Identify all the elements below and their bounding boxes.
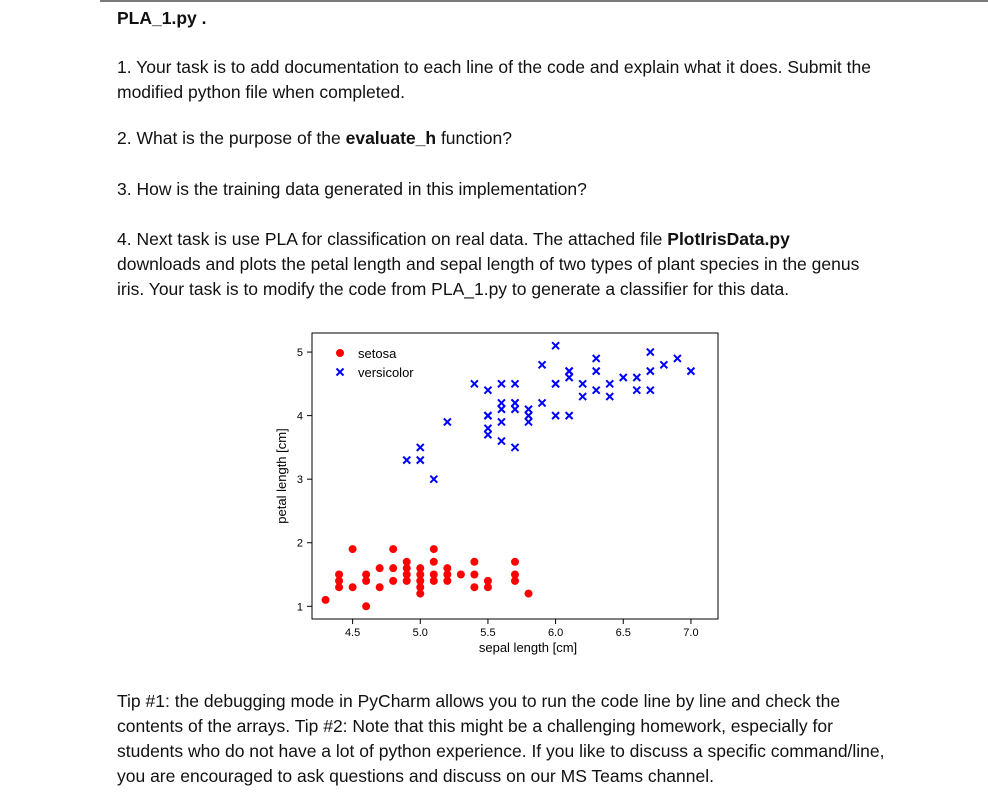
top-rule bbox=[100, 0, 988, 2]
question-3: 3. How is the training data generated in this implementation? bbox=[117, 179, 587, 199]
setosa-point bbox=[389, 577, 397, 585]
setosa-point bbox=[403, 558, 411, 566]
y-tick-label: 2 bbox=[296, 537, 303, 550]
setosa-point bbox=[443, 564, 451, 572]
question-4 bbox=[117, 227, 877, 302]
setosa-point bbox=[511, 577, 519, 585]
x-tick-label: 6.0 bbox=[547, 627, 564, 639]
file-name: PlotIrisData.py bbox=[667, 229, 790, 249]
y-tick-label: 4 bbox=[296, 410, 303, 423]
y-tick-label: 1 bbox=[296, 601, 303, 614]
setosa-point bbox=[389, 564, 397, 572]
function-name: evaluate_h bbox=[345, 128, 437, 148]
setosa-point bbox=[349, 545, 357, 553]
question-4-text: 4. Next task is use PLA for classification on real data. The attached file bbox=[117, 229, 668, 249]
setosa-point bbox=[376, 564, 384, 572]
setosa-point bbox=[349, 583, 357, 591]
setosa-point bbox=[376, 583, 384, 591]
x-tick-label: 6.5 bbox=[615, 627, 631, 639]
setosa-point bbox=[362, 602, 370, 610]
x-tick-label: 7.0 bbox=[683, 627, 699, 639]
setosa-point bbox=[430, 545, 438, 553]
setosa-point bbox=[430, 571, 438, 579]
question-4-tail: downloads and plots the petal length and sepal length of two types of plant species in the genus iris. Your task is to modify the code from PLA_1.py to generate a classifier for this data. bbox=[117, 254, 860, 299]
x-tick-label: 5.5 bbox=[480, 627, 496, 639]
legend-setosa-label: setosa bbox=[358, 346, 397, 361]
x-axis-label: sepal length [cm] bbox=[478, 640, 578, 655]
setosa-point bbox=[430, 558, 438, 566]
legend-versicolor-label: versicolor bbox=[358, 365, 414, 380]
y-axis-label: petal length [cm] bbox=[274, 428, 289, 524]
setosa-point bbox=[457, 571, 465, 579]
x-tick-label: 5.0 bbox=[412, 627, 428, 639]
scatter-chart bbox=[270, 328, 730, 668]
setosa-point bbox=[484, 577, 492, 585]
y-tick-label: 3 bbox=[296, 474, 303, 487]
y-tick-label: 5 bbox=[296, 347, 303, 360]
setosa-point bbox=[416, 564, 424, 572]
question-2 bbox=[117, 126, 917, 151]
document-title: PLA_1.py . bbox=[117, 8, 207, 28]
question-1: 1. Your task is to add documentation to each line of the code and explain what it does. Submit the modified python file when completed. bbox=[117, 57, 871, 102]
setosa-point bbox=[389, 545, 397, 553]
question-2-text: 2. What is the purpose of the bbox=[117, 128, 346, 148]
setosa-point bbox=[525, 590, 533, 598]
tips-paragraph: Tip #1: the debugging mode in PyCharm allows you to run the code line by line and check the contents of the arrays. Tip #2: Note that this might be a challenging homework, especially for students who do not have a lot of python experience. If you like to discuss a specific command/line, you are encouraged to ask questions and discuss on our MS Teams channel. bbox=[117, 691, 885, 786]
question-2-tail: function? bbox=[436, 128, 512, 148]
setosa-point bbox=[470, 583, 478, 591]
legend-setosa-marker bbox=[336, 349, 344, 357]
setosa-point bbox=[470, 571, 478, 579]
setosa-point bbox=[362, 571, 370, 579]
setosa-point bbox=[511, 558, 519, 566]
setosa-point bbox=[335, 571, 343, 579]
setosa-point bbox=[470, 558, 478, 566]
x-tick-label: 4.5 bbox=[344, 627, 361, 639]
setosa-point bbox=[322, 596, 330, 604]
